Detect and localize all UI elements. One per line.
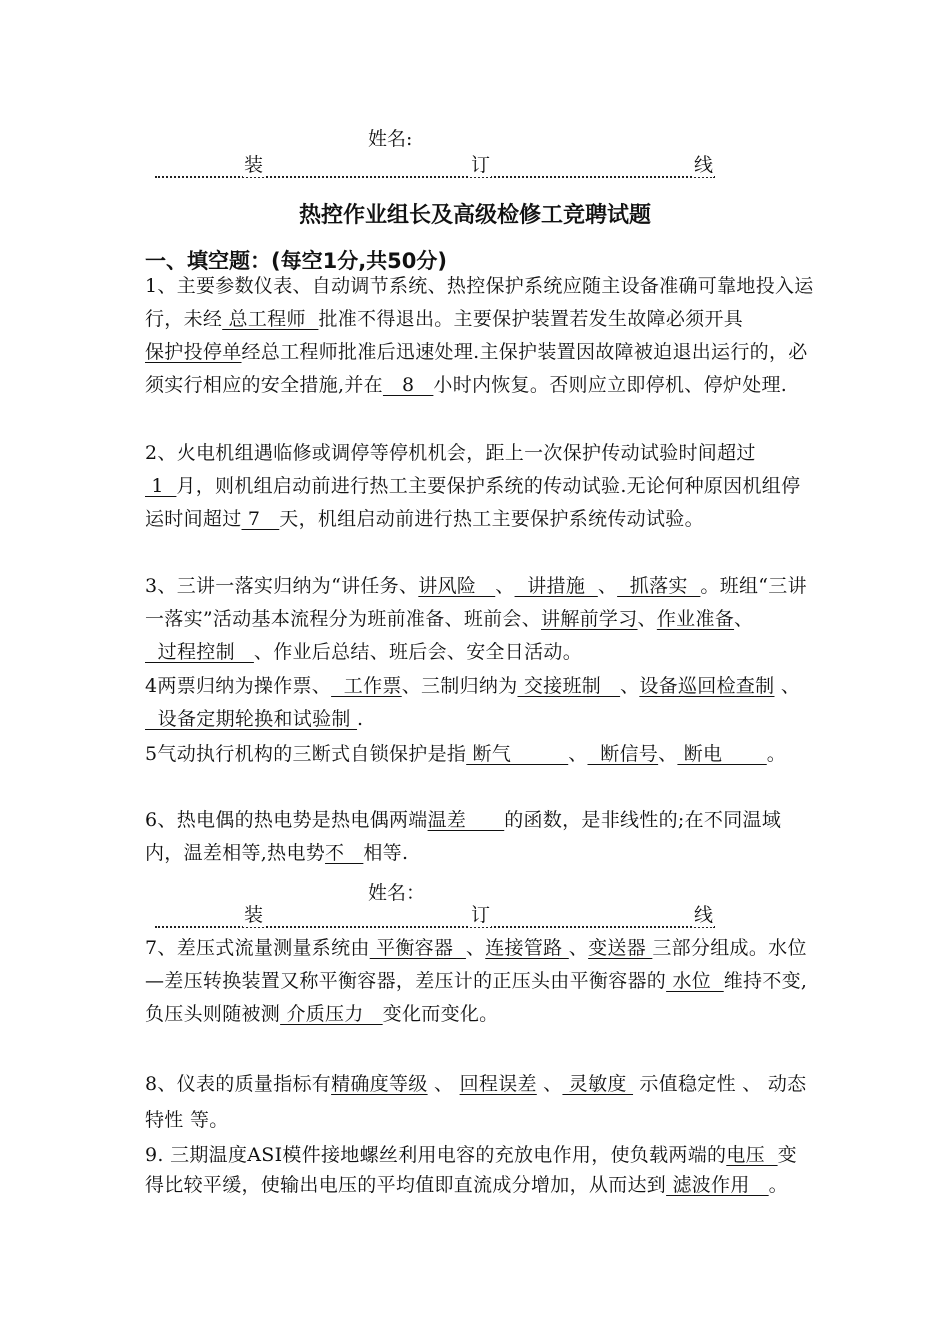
binding-char-ding: 订: [470, 150, 491, 177]
answer-blank: 变送器: [588, 937, 653, 959]
binding-dotted-rule: [155, 926, 715, 928]
question-text: 8、仪表的质量指标有: [145, 1073, 332, 1095]
question-text: 小时内恢复。否则应立即停机、停炉处理.: [433, 374, 788, 396]
answer-blank: 设备巡回检查制: [639, 675, 775, 697]
answer-blank: 设备定期轮换和试验制: [145, 708, 358, 730]
binding-char-zhuang: 装: [243, 900, 264, 927]
question-text: 、: [620, 675, 640, 697]
answer-blank: 作业准备: [656, 608, 735, 630]
question-text: 批准不得退出。主要保护装置若发生故障必须开具: [318, 308, 744, 330]
question-text: 6、热电偶的热电势是热电偶两端: [145, 809, 428, 831]
question-text: 三部分组成。水位—差压转换装置又称平衡容器，差压计的正压头由平衡容器的: [145, 937, 807, 992]
binding-char-ding: 订: [470, 900, 491, 927]
answer-blank: 8: [382, 374, 434, 396]
answer-blank: 断信号: [587, 743, 659, 765]
answer-blank: 灵敏度: [562, 1073, 634, 1095]
question-text: 的函数，是非线性的;在不同温域内，温差相等,热电势: [145, 809, 782, 864]
question-text: 相等.: [363, 842, 409, 864]
question-text: 9. 三期温度ASI模件接地螺丝利用电容的充放电作用，使负载两端的: [145, 1144, 727, 1166]
answer-blank: 总工程师: [222, 308, 319, 330]
answer-blank: 工作票: [331, 675, 402, 697]
question-text: 、作业后总结、班后会、安全日活动。: [253, 641, 583, 663]
answer-blank: 1: [145, 475, 177, 497]
question-text: 、: [495, 575, 515, 597]
binding-dotted-rule: [155, 176, 715, 178]
answer-blank: 滤波作用: [666, 1174, 769, 1196]
question-text: 经总工程师批准后迅速处理.主保护装置因故障被迫退出运行的，必须实行相应的安全措施,并在: [145, 341, 808, 396]
question-text: 。: [768, 1174, 788, 1196]
question-6: [145, 804, 815, 870]
question-text: 变化而变化。: [382, 1003, 499, 1025]
section-heading: 一、填空题：(每空1分,共50分): [145, 249, 448, 273]
question-text: 、: [658, 743, 678, 765]
answer-blank: 抓落实: [617, 575, 701, 597]
question-text: 、: [536, 1073, 563, 1095]
question-text: 4两票归纳为操作票、: [145, 675, 332, 697]
question-text: 、: [734, 608, 754, 630]
question-9: [145, 1140, 815, 1200]
question-text: 、: [427, 1073, 460, 1095]
question-text: 天，机组启动前进行热工主要保护系统传动试验。: [279, 508, 704, 530]
question-text: 示值稳定性 、 动态特性 等。: [145, 1073, 807, 1131]
question-text: 3、三讲一落实归纳为“讲任务、: [145, 575, 419, 597]
answer-blank: 回程误差: [459, 1073, 537, 1095]
answer-blank: 讲风险: [418, 575, 496, 597]
answer-blank: 不: [325, 842, 364, 864]
question-text: 、三制归纳为: [401, 675, 518, 697]
question-text: 维持不变,负压头则随被测: [145, 970, 808, 1025]
question-8: [145, 1066, 815, 1138]
binding-char-xian: 线: [693, 900, 714, 927]
answer-blank: 过程控制: [145, 641, 254, 663]
question-text: 。: [766, 743, 787, 765]
question-text: 月，则机组启动前进行热工主要保护系统的传动试验.无论何种原因机组停运时间超过: [145, 475, 801, 530]
answer-blank: 平衡容器: [369, 937, 466, 959]
question-text: 、: [597, 575, 618, 597]
binding-line: [155, 150, 715, 180]
answer-blank: 断气: [466, 743, 569, 765]
question-5: [145, 738, 815, 771]
binding-line: [155, 900, 715, 930]
question-7: [145, 932, 815, 1031]
answer-blank: 讲措施: [514, 575, 598, 597]
answer-blank: 7: [241, 508, 280, 530]
answer-blank: 电压: [726, 1144, 778, 1166]
question-2: [145, 437, 815, 536]
answer-blank: 温差: [427, 809, 505, 831]
question-text: 、: [774, 675, 801, 697]
answer-blank: 水位: [666, 970, 724, 992]
answer-blank: 精确度等级: [331, 1073, 428, 1095]
question-1: [145, 270, 815, 402]
question-text: 2、火电机组遇临修或调停等停机机会，距上一次保护传动试验时间超过: [145, 442, 756, 464]
answer-blank: 交接班制: [517, 675, 621, 697]
question-text: .: [357, 708, 364, 730]
name-label: 姓名:: [368, 128, 413, 150]
question-text: 1、主要参数仪表、自动调节系统、热控保护系统应随主设备准确可靠地投入运行，未经: [145, 275, 814, 330]
answer-blank: 连接管路: [485, 937, 569, 959]
question-text: 。班组“三讲一落实”活动基本流程分为班前准备、班前会、: [145, 575, 807, 630]
question-4: [145, 670, 815, 736]
question-text: 、: [637, 608, 657, 630]
question-text: 7、差压式流量测量系统由: [145, 937, 370, 959]
question-3: [145, 570, 815, 669]
question-text: 、: [465, 937, 486, 959]
answer-blank: 介质压力: [280, 1003, 383, 1025]
name-label: 姓名：: [368, 882, 426, 904]
question-text: 、: [568, 937, 589, 959]
question-text: 、: [568, 743, 588, 765]
binding-char-zhuang: 装: [243, 150, 264, 177]
answer-blank: 断电: [677, 743, 767, 765]
exam-title: 热控作业组长及高级检修工竞聘试题: [298, 203, 651, 228]
answer-blank: 保护投停单: [145, 341, 242, 363]
binding-char-xian: 线: [693, 150, 714, 177]
answer-blank: 讲解前学习: [541, 608, 638, 630]
question-text: 5气动执行机构的三断式自锁保护是指: [145, 743, 467, 765]
question-text: 变得比较平缓，使输出电压的平均值即直流成分增加，从而达到: [145, 1144, 797, 1196]
